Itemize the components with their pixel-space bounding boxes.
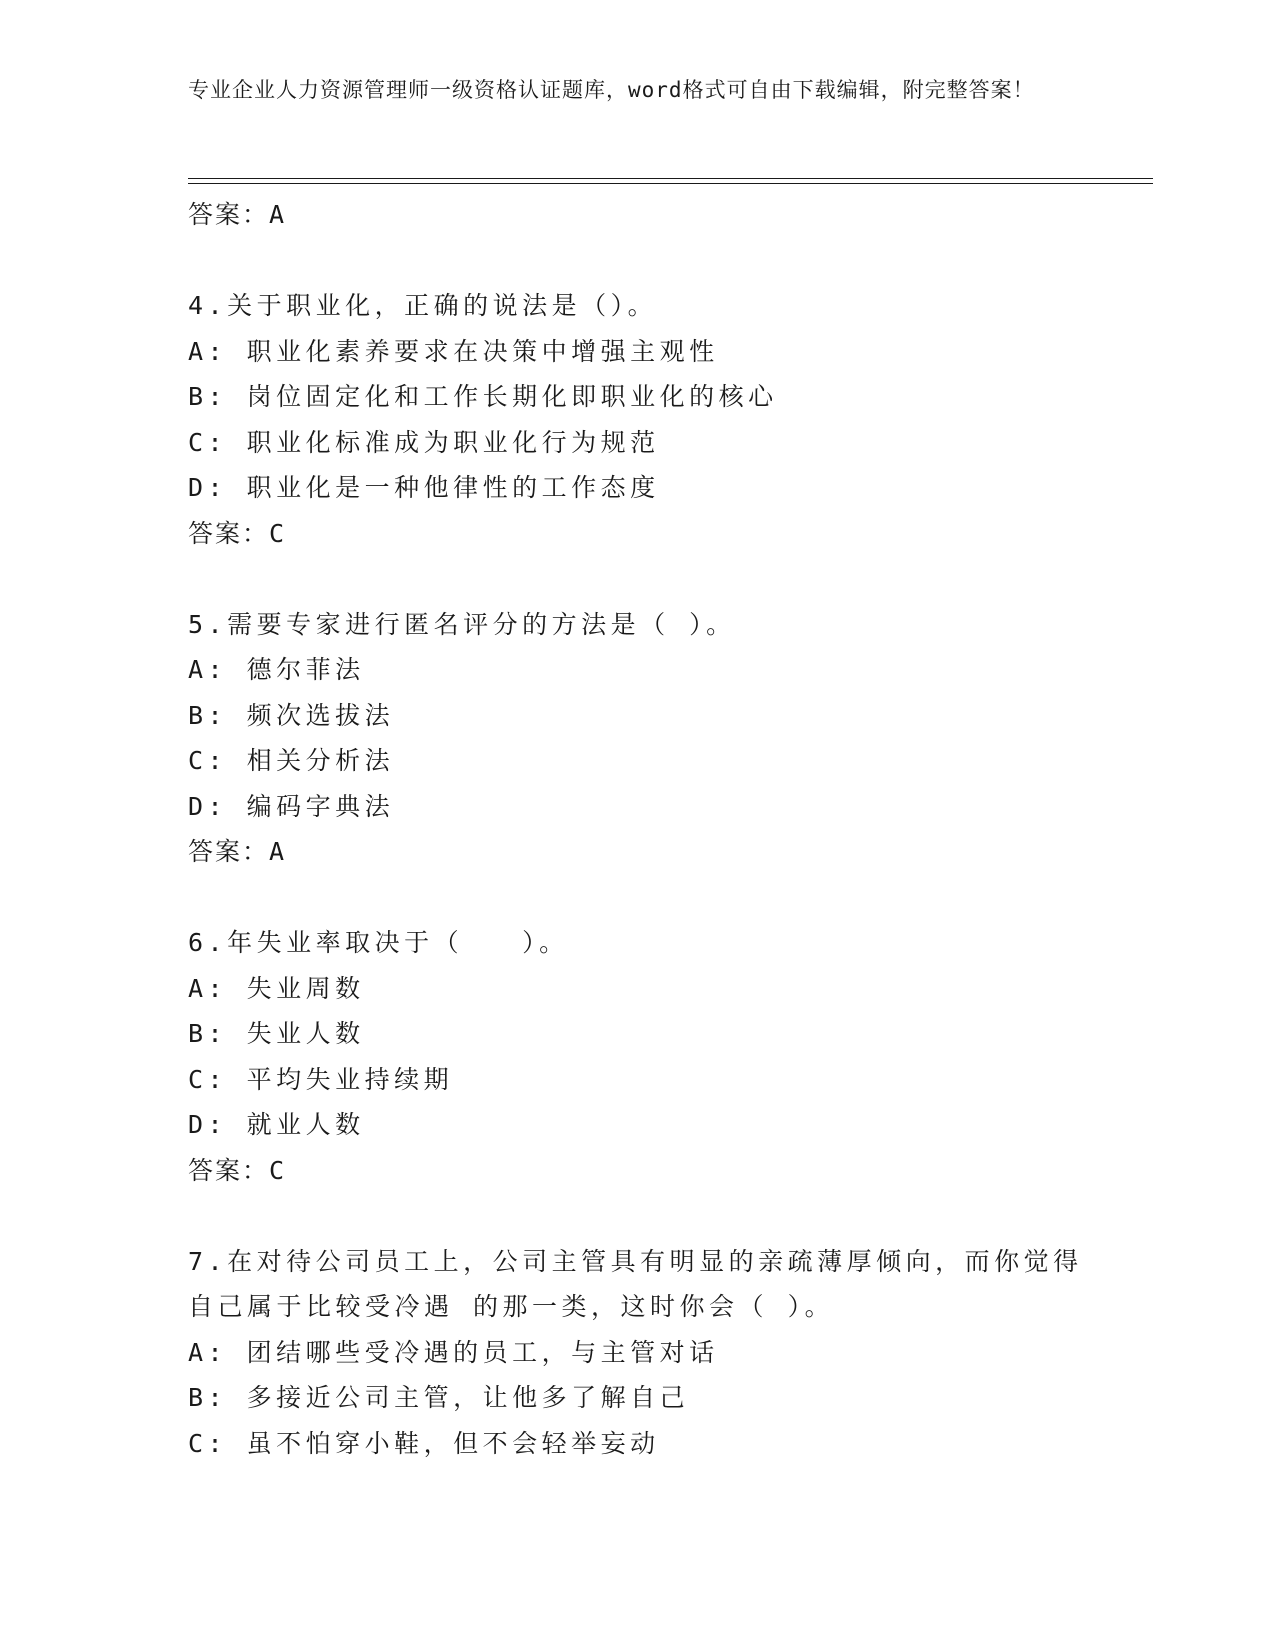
spacer — [188, 1193, 1108, 1239]
question-number: 4. — [188, 291, 228, 320]
question-number: 6. — [188, 928, 228, 957]
answer-label: 答案： — [188, 1155, 270, 1185]
option-a: A: 团结哪些受冷遇的员工，与主管对话 — [188, 1337, 719, 1367]
option-a: A: 德尔菲法 — [188, 655, 365, 684]
answer-value: A — [269, 837, 287, 866]
question-text: 关于职业化，正确的说法是（）。 — [227, 291, 658, 320]
answer-value: C — [269, 1155, 287, 1185]
question-stem — [188, 602, 1108, 648]
option-c: C: 虽不怕穿小鞋，但不会轻举妄动 — [188, 1428, 660, 1458]
question-number: 5. — [188, 609, 228, 639]
option-b: B: 失业人数 — [188, 1019, 365, 1048]
question-stem — [188, 1239, 1108, 1330]
option-b: B: 岗位固定化和工作长期化即职业化的核心 — [188, 382, 778, 411]
answer-value: C — [269, 518, 287, 548]
question-text: 需要专家进行匿名评分的方法是（ ）。 — [227, 609, 736, 639]
answer-line — [188, 192, 1108, 237]
answer-value: A — [269, 200, 287, 229]
spacer — [188, 874, 1108, 920]
option-b: B: 频次选拔法 — [188, 700, 395, 730]
question-stem — [188, 920, 1108, 966]
option-c: C: 平均失业持续期 — [188, 1064, 454, 1094]
spacer — [188, 237, 1108, 283]
answer-line — [188, 1148, 1108, 1193]
header-rule-bottom — [188, 183, 1153, 184]
option-c: C: 相关分析法 — [188, 746, 395, 775]
question-text: 在对待公司员工上，公司主管具有明显的亲疏薄厚倾向，而你觉得自己属于比较受冷遇 的那一类，这时你会（ ）。 — [188, 1246, 1083, 1321]
question-list — [188, 192, 1108, 1466]
answer-line — [188, 829, 1108, 874]
answer-label: 答案： — [188, 518, 270, 548]
option-a: A: 职业化素养要求在决策中增强主观性 — [188, 336, 719, 366]
option-c: C: 职业化标准成为职业化行为规范 — [188, 427, 660, 457]
document-header: 专业企业人力资源管理师一级资格认证题库，word格式可自由下载编辑，附完整答案！ — [188, 78, 1035, 102]
option-b: B: 多接近公司主管，让他多了解自己 — [188, 1383, 690, 1412]
question-text: 年失业率取决于（ ）。 — [227, 928, 569, 957]
answer-label: 答案： — [188, 837, 270, 866]
option-a: A: 失业周数 — [188, 973, 365, 1003]
question-number: 7. — [188, 1246, 228, 1276]
answer-line — [188, 511, 1108, 556]
option-d: D: 编码字典法 — [188, 791, 395, 821]
option-d: D: 就业人数 — [188, 1110, 365, 1139]
answer-label: 答案： — [188, 200, 270, 229]
header-rule-top — [188, 178, 1153, 179]
question-stem — [188, 283, 1108, 329]
option-d: D: 职业化是一种他律性的工作态度 — [188, 473, 660, 502]
spacer — [188, 556, 1108, 602]
